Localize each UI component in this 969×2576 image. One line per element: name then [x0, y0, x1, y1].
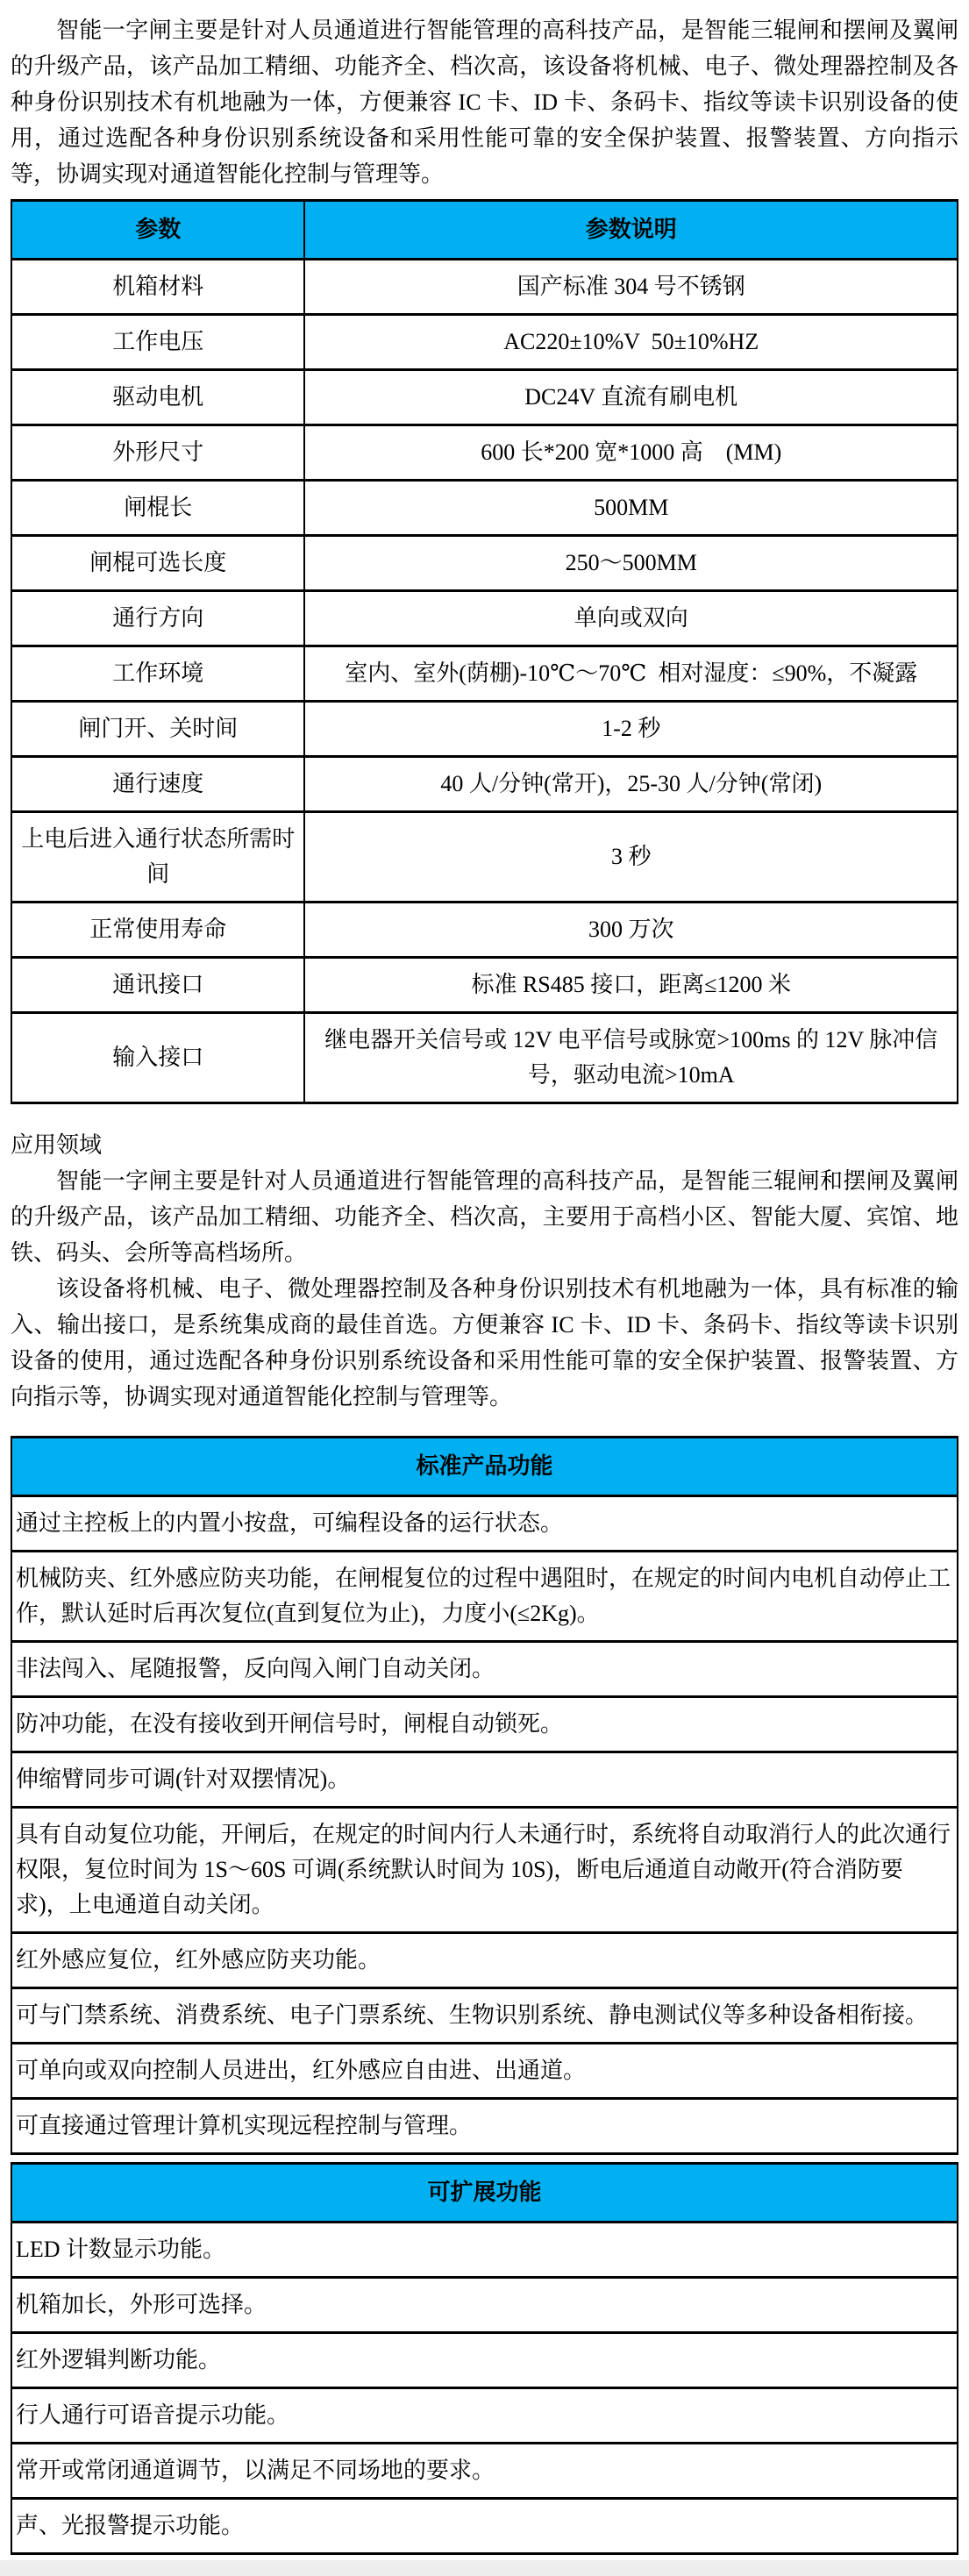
feature-text: 通过主控板上的内置小按盘，可编程设备的运行状态。 [11, 1496, 958, 1552]
param-name: 机箱材料 [11, 260, 304, 315]
table-row [11, 757, 958, 812]
param-value: 室内、室外(荫棚)-10℃～70℃ 相对湿度：≤90%，不凝露 [304, 646, 958, 702]
feature-text: 红外逻辑判断功能。 [11, 2333, 958, 2388]
parameter-table-header-row [11, 201, 958, 260]
feature-row [11, 2444, 958, 2499]
table-row [11, 260, 958, 315]
param-column-header: 参数 [11, 201, 304, 260]
param-value: AC220±10%V 50±10%HZ [304, 315, 958, 370]
table-row [11, 425, 958, 481]
feature-text: 可直接通过管理计算机实现远程控制与管理。 [11, 2099, 958, 2154]
feature-text: 非法闯入、尾随报警，反向闯入闸门自动关闭。 [11, 1642, 958, 1697]
param-value: 40 人/分钟(常开)，25-30 人/分钟(常闭) [304, 757, 958, 812]
feature-row [11, 1552, 958, 1642]
application-paragraph: 智能一字闸主要是针对人员通道进行智能管理的高科技产品，是智能三辊闸和摆闸及翼闸的升级产品，该产品加工精细、功能齐全、档次高，主要用于高档小区、智能大厦、宾馆、地铁、码头、会所等高档场所。 [11, 1168, 958, 1266]
table-row [11, 646, 958, 702]
table-row [11, 812, 958, 903]
param-value: 3 秒 [304, 812, 958, 903]
feature-text: 可与门禁系统、消费系统、电子门票系统、生物识别系统、静电测试仪等多种设备相衔接。 [11, 1988, 958, 2044]
feature-text: 行人通行可语音提示功能。 [11, 2388, 958, 2444]
feature-text: 伸缩臂同步可调(针对双摆情况)。 [11, 1752, 958, 1808]
application-paragraph: 该设备将机械、电子、微处理器控制及各种身份识别技术有机地融为一体，具有标准的输入、输出接口，是系统集成商的最佳首选。方便兼容 IC 卡、ID 卡、条码卡、指纹等读卡识别设备的使用，通过选配各种身份识别系统设备和采用性能可靠的安全保护装置、报警装置、方向指示等，协调实现对通道智能化控制与管理等。 [11, 1276, 958, 1409]
param-name: 工作电压 [11, 315, 304, 370]
standard-features-title: 标准产品功能 [11, 1438, 958, 1496]
feature-row [11, 2499, 958, 2554]
application-section [11, 1127, 958, 1415]
standard-features-header-row [11, 1438, 958, 1496]
feature-text: 防冲功能，在没有接收到开闸信号时，闸棍自动锁死。 [11, 1697, 958, 1752]
param-value: 250～500MM [304, 536, 958, 591]
application-title: 应用领域 [11, 1132, 103, 1158]
param-name: 上电后进入通行状态所需时间 [11, 812, 304, 903]
feature-row [11, 1933, 958, 1988]
feature-text: LED 计数显示功能。 [11, 2223, 958, 2278]
param-name: 通讯接口 [11, 958, 304, 1013]
feature-text: 机械防夹、红外感应防夹功能，在闸棍复位的过程中遇阻时，在规定的时间内电机自动停止工作，默认延时后再次复位(直到复位为止)，力度小(≤2Kg)。 [11, 1552, 958, 1642]
param-value: 继电器开关信号或 12V 电平信号或脉宽>100ms 的 12V 脉冲信号，驱动电流>10mA [304, 1013, 958, 1103]
param-value: 单向或双向 [304, 591, 958, 646]
table-row [11, 702, 958, 757]
table-row [11, 1013, 958, 1103]
param-value: DC24V 直流有刷电机 [304, 370, 958, 425]
table-row [11, 903, 958, 958]
extended-features-header-row [11, 2164, 958, 2223]
feature-text: 机箱加长，外形可选择。 [11, 2278, 958, 2333]
feature-text: 常开或常闭通道调节，以满足不同场地的要求。 [11, 2444, 958, 2499]
extended-features-title: 可扩展功能 [11, 2164, 958, 2223]
feature-row [11, 1808, 958, 1933]
table-row [11, 591, 958, 646]
table-row [11, 315, 958, 370]
feature-row [11, 1697, 958, 1752]
table-row [11, 958, 958, 1013]
param-name: 驱动电机 [11, 370, 304, 425]
feature-row [11, 2099, 958, 2154]
feature-text: 声、光报警提示功能。 [11, 2499, 958, 2554]
feature-row [11, 1496, 958, 1552]
feature-row [11, 2388, 958, 2444]
table-row [11, 481, 958, 536]
table-row [11, 536, 958, 591]
param-value: 600 长*200 宽*1000 高 (MM) [304, 425, 958, 481]
intro-paragraph: 智能一字闸主要是针对人员通道进行智能管理的高科技产品，是智能三辊闸和摆闸及翼闸的升级产品，该产品加工精细、功能齐全、档次高，该设备将机械、电子、微处理器控制及各种身份识别技术有机地融为一体，方便兼容 IC 卡、ID 卡、条码卡、指纹等读卡识别设备的使用，通过选配各种身份识别系统设备和采用性能可靠的安全保护装置、报警装置、方向指示等，协调实现对通道智能化控制与管理等。 [11, 18, 958, 187]
param-name: 通行速度 [11, 757, 304, 812]
param-value: 1-2 秒 [304, 702, 958, 757]
param-name: 闸门开、关时间 [11, 702, 304, 757]
feature-row [11, 1752, 958, 1808]
param-name: 外形尺寸 [11, 425, 304, 481]
extended-features-table [11, 2162, 958, 2555]
feature-row [11, 2044, 958, 2099]
param-name: 工作环境 [11, 646, 304, 702]
parameter-table [11, 199, 958, 1104]
feature-row [11, 2278, 958, 2333]
feature-row [11, 2223, 958, 2278]
feature-row [11, 2333, 958, 2388]
standard-features-table [11, 1436, 958, 2155]
param-name: 闸棍长 [11, 481, 304, 536]
param-value: 标准 RS485 接口，距离≤1200 米 [304, 958, 958, 1013]
page-bottom-strip [0, 2560, 969, 2576]
feature-text: 可单向或双向控制人员进出，红外感应自由进、出通道。 [11, 2044, 958, 2099]
param-name: 通行方向 [11, 591, 304, 646]
feature-row [11, 1988, 958, 2044]
param-name: 正常使用寿命 [11, 903, 304, 958]
param-value: 500MM [304, 481, 958, 536]
param-name: 闸棍可选长度 [11, 536, 304, 591]
param-name: 输入接口 [11, 1013, 304, 1103]
feature-row [11, 1642, 958, 1697]
param-value: 300 万次 [304, 903, 958, 958]
param-description-column-header: 参数说明 [304, 201, 958, 260]
feature-text: 红外感应复位，红外感应防夹功能。 [11, 1933, 958, 1988]
param-value: 国产标准 304 号不锈钢 [304, 260, 958, 315]
feature-text: 具有自动复位功能，开闸后，在规定的时间内行人未通行时，系统将自动取消行人的此次通行权限，复位时间为 1S～60S 可调(系统默认时间为 10S)，断电后通道自动敞开(符合消防要求)，上电通道自动关闭。 [11, 1808, 958, 1933]
table-row [11, 370, 958, 425]
